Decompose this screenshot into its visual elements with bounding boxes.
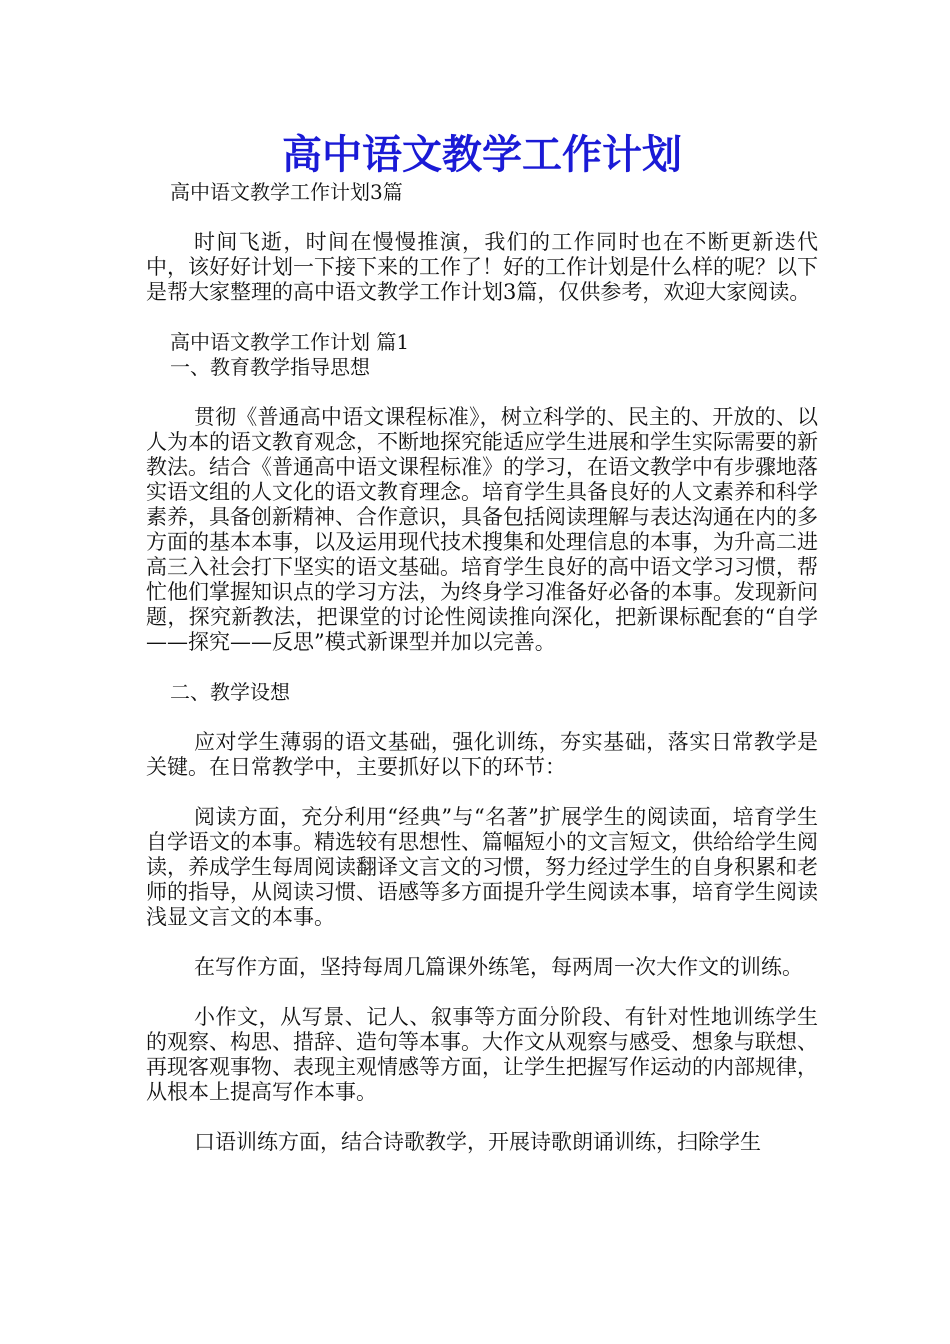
intro-paragraph: 时间飞逝，时间在慢慢推演，我们的工作同时也在不断更新迭代中，该好好计划一下接下来的工作了！好的工作计划是什么样的呢？以下是帮大家整理的高中语文教学工作计划3篇，仅供参考，欢迎大家阅读。 [146, 230, 818, 304]
heading-guiding-thought: 一、教育教学指导思想 [170, 355, 370, 379]
document-page [146, 118, 818, 1155]
paragraph-composition: 小作文，从写景、记人、叙事等方面分阶段、有针对性地训练学生的观察、构思、措辞、造句等本事。大作文从观察与感受、想象与联想、再现客观事物、表现主观情感等方面，让学生把握写作运动的内部规律，从根本上提高写作本事。 [146, 1005, 818, 1104]
document-title: 高中语文教学工作计划 [282, 131, 682, 178]
document-subtitle: 高中语文教学工作计划3篇 [170, 180, 403, 204]
paragraph-oral: 口语训练方面，结合诗歌教学，开展诗歌朗诵训练，扫除学生 [194, 1130, 761, 1154]
paragraph-writing: 在写作方面，坚持每周几篇课外练笔，每两周一次大作文的训练。 [194, 955, 803, 979]
paragraph-reading: 阅读方面，充分利用“经典”与“名著”扩展学生的阅读面，培育学生自学语文的本事。精选较有思想性、篇幅短小的文言短文，供给给学生阅读，养成学生每周阅读翻译文言文的习惯，努力经过学生的自身积累和老师的指导，从阅读习惯、语感等多方面提升学生阅读本事，培育学生阅读浅显文言文的本事。 [146, 805, 818, 929]
paragraph-teaching-plan: 应对学生薄弱的语文基础，强化训练，夯实基础，落实日常教学是关键。在日常教学中，主要抓好以下的环节： [146, 730, 818, 779]
heading-teaching-plan: 二、教学设想 [170, 680, 290, 704]
paragraph-guiding-thought: 贯彻《普通高中语文课程标准》，树立科学的、民主的、开放的、以人为本的语文教育观念，不断地探究能适应学生进展和学生实际需要的新教法。结合《普通高中语文课程标准》的学习，在语文教学中有步骤地落实语文组的人文化的语文教育理念。培育学生具备良好的人文素养和科学素养，具备创新精神、合作意识，具备包括阅读理解与表达沟通在内的多方面的基本本事，以及运用现代技术搜集和处理信息的本事，为升高二进高三入社会打下坚实的语文基础。培育学生良好的高中语文学习习惯，帮忙他们掌握知识点的学习方法，为终身学习准备好必备的本事。发现新问题，探究新教法，把课堂的讨论性阅读推向深化，把新课标配套的“自学——探究——反思”模式新课型并加以完善。 [146, 405, 818, 654]
section-title: 高中语文教学工作计划 篇1 [170, 330, 410, 354]
